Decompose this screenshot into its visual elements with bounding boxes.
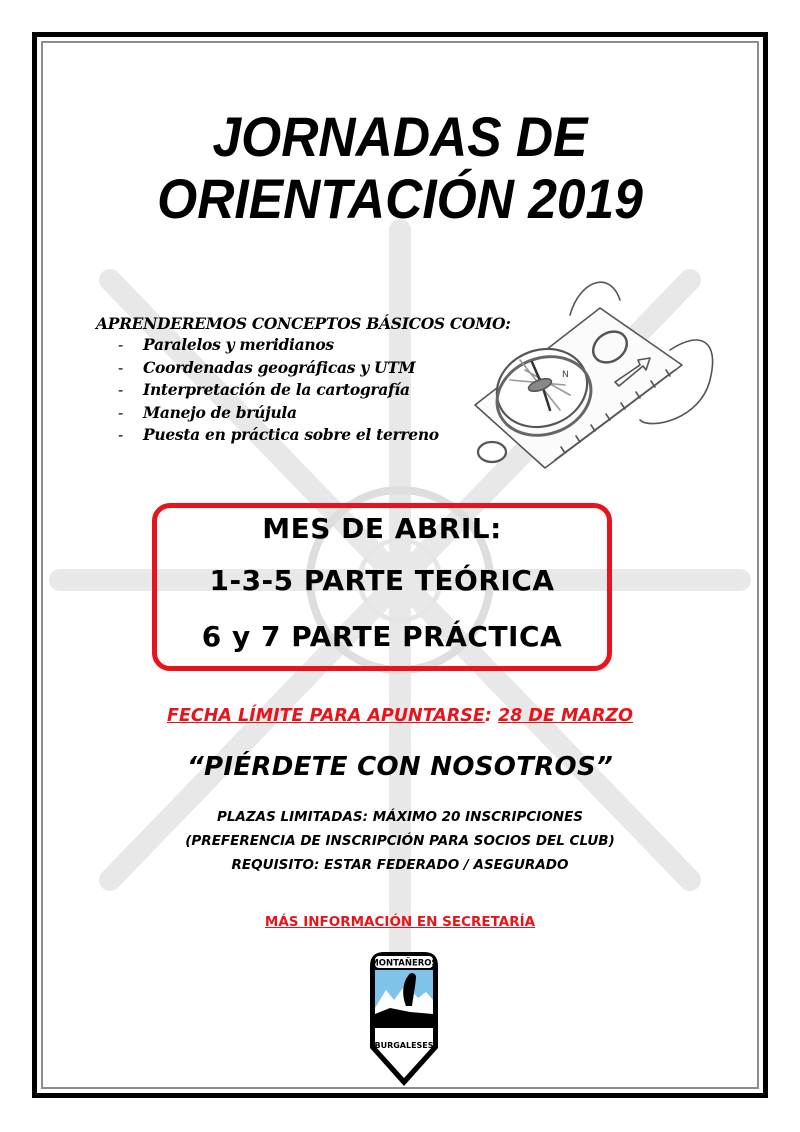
info-line-preference: (PREFERENCIA DE INSCRIPCIÓN PARA SOCIOS DEL CLUB) xyxy=(185,833,615,849)
schedule-theory: 1-3-5 PARTE TEÓRICA xyxy=(209,564,555,597)
registration-deadline xyxy=(0,706,800,726)
list-item: - Manejo de brújula xyxy=(118,402,297,422)
list-item: - Interpretación de la cartografía xyxy=(118,380,410,399)
list-item: - Paralelos y meridianos xyxy=(118,335,334,354)
slogan: “PIÉRDETE CON NOSOTROS” xyxy=(186,752,614,782)
deadline-date: 28 DE MARZO xyxy=(497,706,633,726)
concepts-heading: APRENDEREMOS CONCEPTOS BÁSICOS COMO: xyxy=(96,314,511,333)
svg-text:N: N xyxy=(562,370,569,380)
deadline-label: FECHA LÍMITE PARA APUNTARSE xyxy=(167,706,485,726)
deadline-separator: : xyxy=(484,706,498,726)
svg-text:BURGALESES: BURGALESES xyxy=(374,1041,434,1050)
schedule-month: MES DE ABRIL: xyxy=(262,512,502,545)
info-line-places: PLAZAS LIMITADAS: MÁXIMO 20 INSCRIPCIONES xyxy=(216,809,584,825)
poster-title-line2: ORIENTACIÓN 2019 xyxy=(157,167,643,230)
list-item: - Puesta en práctica sobre el terreno xyxy=(118,425,439,444)
poster-title-line1: JORNADAS DE xyxy=(212,105,588,168)
concepts-section xyxy=(96,314,511,447)
more-info-link: MÁS INFORMACIÓN EN SECRETARÍA xyxy=(264,914,536,930)
list-item: - Coordenadas geográficas y UTM xyxy=(118,357,416,377)
info-line-requirement: REQUISITO: ESTAR FEDERADO / ASEGURADO xyxy=(231,857,569,873)
club-logo-icon xyxy=(366,948,442,1088)
schedule-practice: 6 y 7 PARTE PRÁCTICA xyxy=(201,620,563,653)
info-block xyxy=(0,805,800,877)
schedule-box xyxy=(152,503,612,671)
compass-icon xyxy=(470,270,730,470)
concepts-list xyxy=(96,334,511,447)
svg-text:MONTAÑEROS: MONTAÑEROS xyxy=(370,958,438,969)
